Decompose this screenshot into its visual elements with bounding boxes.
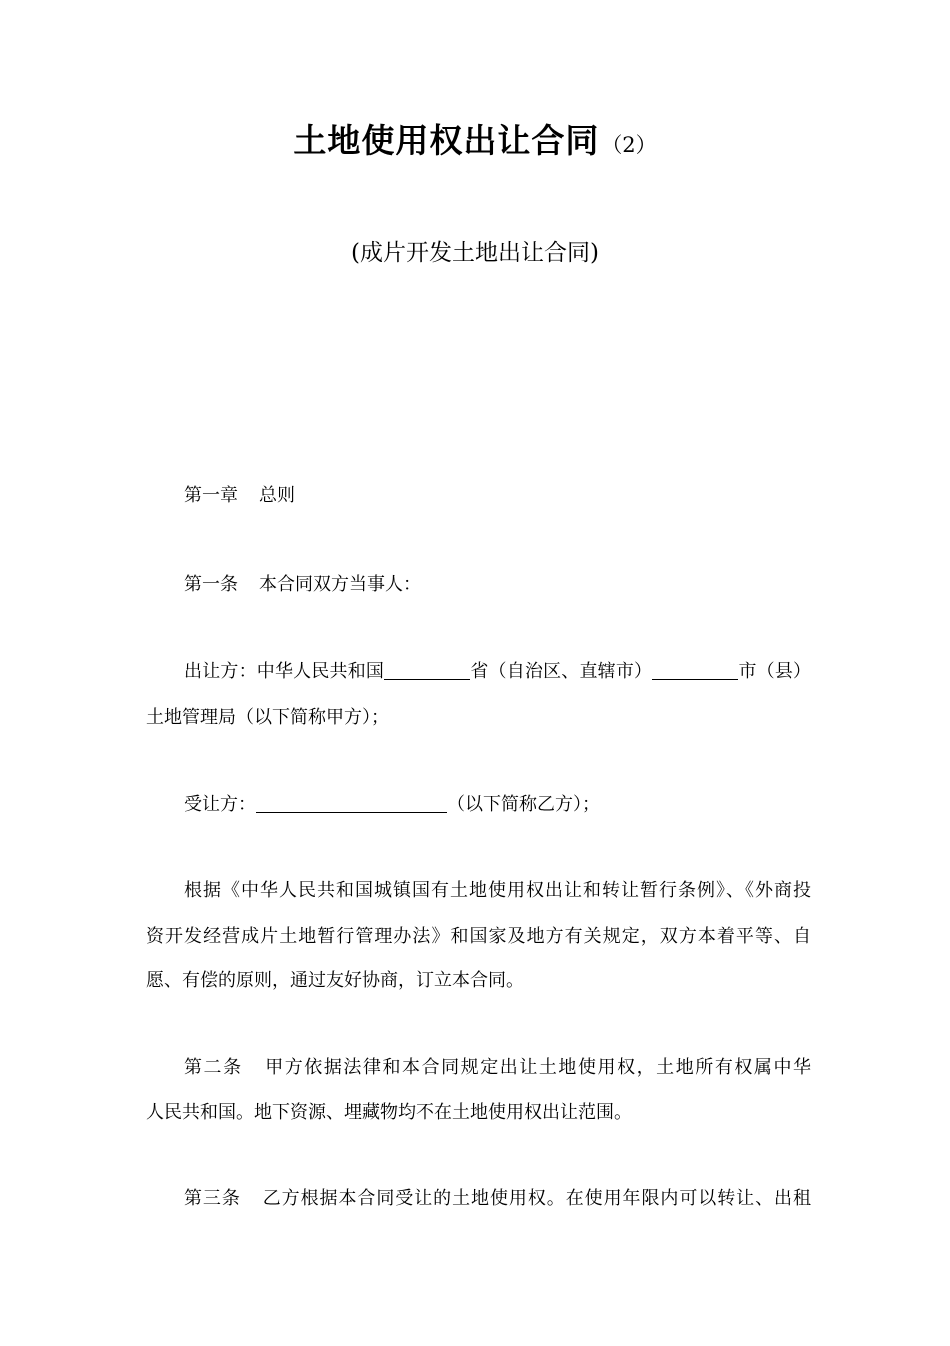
chapter-number: 第一章 (184, 485, 238, 506)
basis-line-3: 愿、有偿的原则，通过友好协商，订立本合同。 (146, 970, 524, 991)
basis-line-1: 根据《中华人民共和国城镇国有土地使用权出让和转让暂行条例》、《外商投 (184, 880, 811, 901)
grantor-label: 出让方：中华人民共和国 (184, 661, 385, 682)
article-1 (184, 571, 811, 599)
article-3-number: 第三条 (184, 1188, 241, 1209)
grantee-suffix: （以下简称乙方）； (447, 794, 600, 815)
article-2-line-1 (184, 1054, 811, 1082)
grantor-line-2: 土地管理局（以下简称甲方）； (146, 707, 389, 728)
province-suffix: 省（自治区、直辖市） (470, 661, 653, 682)
article-2-line-2: 人民共和国。地下资源、埋藏物均不在土地使用权出让范围。 (146, 1102, 632, 1123)
document-title (0, 115, 950, 162)
article-2-number: 第二条 (184, 1057, 243, 1078)
grantee-blank[interactable] (256, 792, 447, 813)
article-1-text: 本合同双方当事人： (259, 574, 421, 595)
basis-line-2: 资开发经营成片土地暂行管理办法》和国家及地方有关规定，双方本着平等、自 (146, 926, 811, 947)
chapter-heading (184, 482, 811, 510)
province-blank[interactable] (384, 659, 470, 680)
chapter-name: 总则 (259, 485, 295, 506)
city-suffix: 市（县） (738, 661, 812, 682)
title-main: 土地使用权出让合同 (293, 121, 600, 160)
article-3-line-1 (184, 1185, 811, 1213)
title-suffix: （2） (601, 133, 657, 157)
grantor-line-1 (184, 658, 811, 686)
city-blank[interactable] (652, 659, 738, 680)
article-3-text-1: 乙方根据本合同受让的土地使用权。在使用年限内可以转让、出租 (261, 1188, 811, 1209)
document-subtitle: (成片开发土地出让合同) (351, 240, 599, 266)
grantee-line (184, 791, 811, 819)
article-1-number: 第一条 (184, 574, 238, 595)
grantee-label: 受让方： (184, 794, 256, 815)
article-2-text-1: 甲方依据法律和本合同规定出让土地使用权，土地所有权属中华 (263, 1057, 812, 1078)
